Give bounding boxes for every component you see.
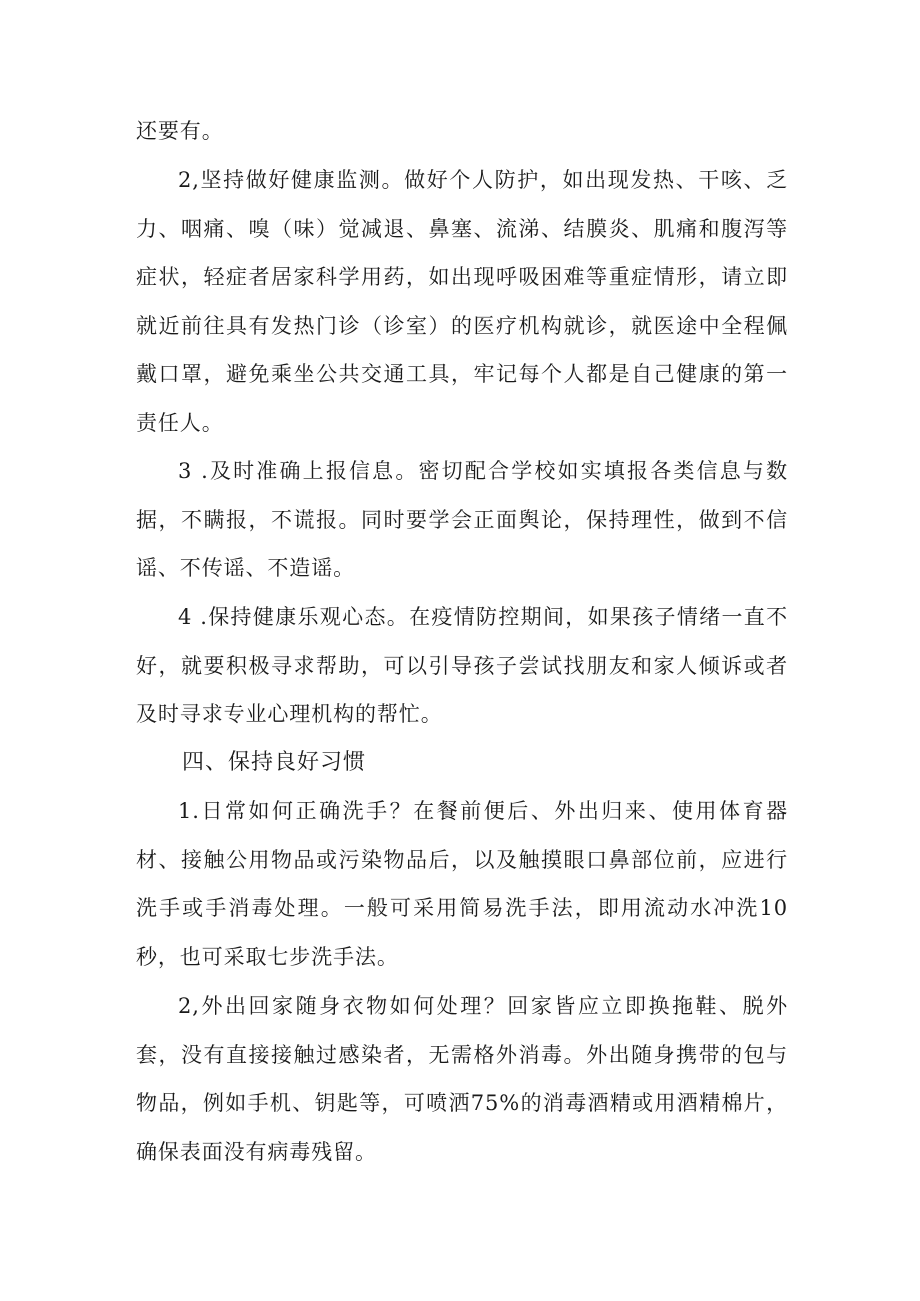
- paragraph-continuation: 还要有。: [136, 119, 224, 143]
- paragraph-clothing-handling: 2,外出回家随身衣物如何处理？回家皆应立即换拖鞋、脱外套，没有直接接触过感染者，无需格外消毒。外出随身携带的包与物品，例如手机、钥匙等，可喷洒75%的消毒酒精或用酒精棉片，确保表面没有病毒残留。: [136, 994, 788, 1164]
- paragraph-positive-attitude: 4 .保持健康乐观心态。在疫情防控期间，如果孩子情绪一直不好，就要积极寻求帮助，可以引导孩子尝试找朋友和家人倾诉或者及时寻求专业心理机构的帮忙。: [136, 605, 788, 726]
- section-heading: 四、保持良好习惯: [182, 750, 367, 775]
- paragraph-health-monitoring: 2,坚持做好健康监测。做好个人防护，如出现发热、干咳、乏力、咽痛、嗅（味）觉减退、鼻塞、流涕、结膜炎、肌痛和腹泻等症状，轻症者居家科学用药，如出现呼吸困难等重症情形，请立即就近前往具有发热门诊（诊室）的医疗机构就诊，就医途中全程佩戴口罩，避免乘坐公共交通工具，牢记每个人都是自己健康的第一责任人。: [136, 168, 788, 435]
- paragraph-report-info: 3 .及时准确上报信息。密切配合学校如实填报各类信息与数据，不瞒报，不谎报。同时要学会正面舆论，保持理性，做到不信谣、不传谣、不造谣。: [136, 459, 788, 580]
- paragraph-hand-washing: 1.日常如何正确洗手？在餐前便后、外出归来、使用体育器材、接触公用物品或污染物品后，以及触摸眼口鼻部位前，应进行洗手或手消毒处理。一般可采用简易洗手法，即用流动水冲洗10秒，也可采取七步洗手法。: [136, 799, 788, 969]
